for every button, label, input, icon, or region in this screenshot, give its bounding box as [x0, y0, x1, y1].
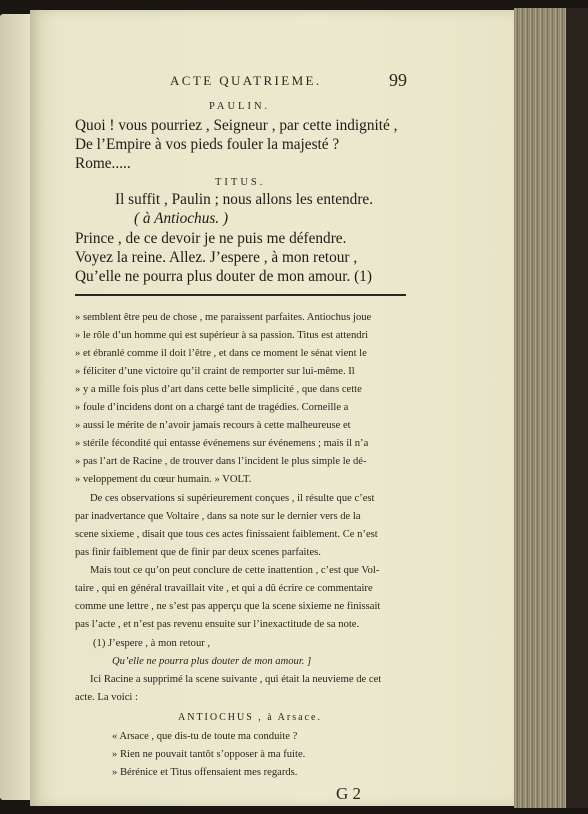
verse-line: De l’Empire à vos pieds fouler la majesté ?: [75, 136, 340, 153]
note-line: pas l’acte , et n’est pas revenu ensuite sur l’inexactitude de sa note.: [75, 619, 360, 630]
note-footnote-ref: (1) J’espere , à mon retour ,: [93, 638, 211, 649]
book-fore-edge: [514, 8, 566, 808]
running-title: ACTE QUATRIEME.: [170, 73, 322, 88]
verse-line: Rome.....: [75, 155, 131, 172]
stage-direction: ( à Antiochus. ): [134, 210, 229, 227]
scene-speaker: ANTIOCHUS , à Arsace.: [178, 712, 322, 723]
note-line: » y a mille fois plus d’art dans cette belle simplicité , que dans cette: [75, 384, 362, 395]
note-line: scene sixieme , disait que tous ces actes finissaient faiblement. Ce n’est: [75, 529, 378, 540]
note-line: Mais tout ce qu’on peut conclure de cette inattention , c’est que Vol-: [90, 565, 380, 576]
note-line: » féliciter d’une victoire qu’il craint de remporter sur lui-même. Il: [75, 366, 355, 377]
note-line: » foule d’incidens dont on a chargé tant de tragédies. Corneille a: [75, 402, 349, 413]
note-line: Ici Racine a supprimé la scene suivante , qui était la neuvieme de cet: [90, 674, 382, 685]
note-line: par inadvertance que Voltaire , dans sa note sur le dernier vers de la: [75, 511, 361, 522]
note-line: » aussi le mérite de n’avoir jamais recours à cette malheureuse et: [75, 420, 351, 431]
note-quoted-verse: Qu’elle ne pourra plus douter de mon amour. ]: [112, 656, 312, 667]
verse-line: Prince , de ce devoir je ne puis me défendre.: [75, 230, 347, 247]
signature-mark: G 2: [336, 784, 362, 803]
note-line: De ces observations si supérieurement conçues , il résulte que c’est: [90, 493, 375, 504]
verse-line: Qu’elle ne pourra plus douter de mon amour. (1): [75, 268, 372, 285]
verse-line: Il suffit , Paulin ; nous allons les entendre.: [115, 191, 374, 208]
note-line: » veloppement du cœur humain. » VOLT.: [75, 474, 252, 485]
scene-verse: « Arsace , que dis-tu de toute ma conduite ?: [112, 731, 298, 742]
note-line: » stérile fécondité qui entasse événemens sur événemens ; mais il n’a: [75, 438, 369, 449]
note-line: » pas l’art de Racine , de trouver dans l’incident le plus simple le dé-: [75, 456, 367, 467]
verse-line: Quoi ! vous pourriez , Seigneur , par cette indignité ,: [75, 117, 398, 134]
note-line: comme une lettre , ne s’est pas apperçu que la scene sixieme ne finissait: [75, 601, 381, 612]
scene-verse: » Rien ne pouvait tantôt s’opposer à ma fuite.: [112, 749, 306, 760]
note-line: » et ébranlé comme il doit l’être , et dans ce moment le sénat vient le: [75, 348, 367, 359]
verse-line: Voyez la reine. Allez. J’espere , à mon retour ,: [75, 249, 358, 266]
footnote-rule: [75, 294, 406, 296]
speaker-paulin: PAULIN.: [209, 101, 271, 112]
speaker-titus: TITUS.: [215, 177, 266, 188]
note-line: » le rôle d’un homme qui est supérieur à sa passion. Titus est attendri: [75, 330, 369, 341]
note-line: pas finir faiblement que de finir par deux scenes parfaites.: [75, 547, 321, 558]
left-page-edge: [0, 14, 30, 800]
scene-verse: » Bérénice et Titus offensaient mes regards.: [112, 767, 298, 778]
note-line: acte. La voici :: [75, 692, 138, 703]
page-number: 99: [389, 70, 407, 90]
note-line: taire , qui en général travaillait vite , et qui a dû écrire ce commentaire: [75, 583, 373, 594]
note-line: » semblent être peu de chose , me paraissent parfaites. Antiochus joue: [75, 312, 372, 323]
